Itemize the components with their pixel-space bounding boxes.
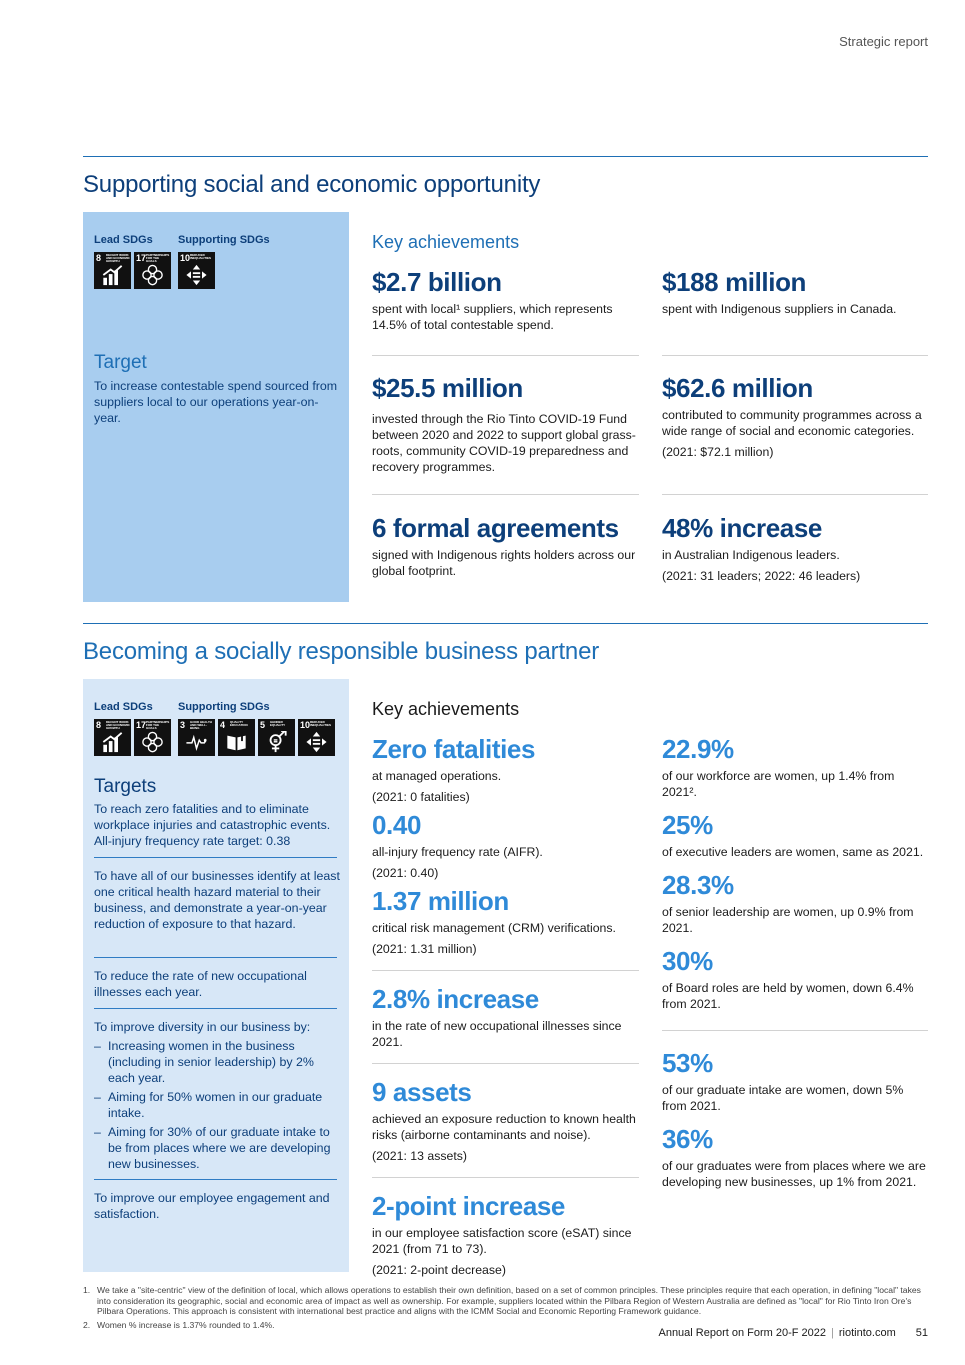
heartbeat-icon [185, 731, 208, 753]
sdg-8-badge: 8 DECENT WORK AND ECONOMIC GROWTH [94, 719, 131, 756]
equality-arrows-icon [305, 731, 328, 753]
diversity-list [94, 1038, 342, 1172]
target-text: To reduce the rate of new occupational illnesses each year. [94, 969, 307, 999]
achievement-card: $188 million spent with Indigenous suppliers in Canada. [662, 267, 897, 316]
achievement-card: 30% of Board roles are held by women, down 6.4% from 2021. [662, 946, 914, 1011]
sdg-3-badge: 3 GOOD HEALTH AND WELL-BEING [178, 719, 215, 756]
divider [94, 857, 337, 858]
achievement-card: 53% of our graduate intake are women, down 5% from 2021. [662, 1048, 904, 1113]
supporting-sdgs-label: Supporting SDGs [178, 701, 270, 713]
divider [94, 1008, 337, 1009]
growth-chart-icon [101, 264, 124, 286]
targets-panel [83, 212, 349, 602]
sdg-17-badge: 17 PARTNERSHIPS FOR THE GOALS [134, 719, 171, 756]
divider [662, 1030, 928, 1031]
page-footer: Annual Report on Form 20-F 2022 | riotinto.com 51 [658, 1327, 928, 1339]
divider [94, 957, 337, 958]
divider [372, 1177, 639, 1178]
divider [372, 355, 639, 356]
list-item: – Increasing women in the business (including in senior leadership) by 2% each year. [94, 1038, 342, 1086]
website-link[interactable]: riotinto.com [838, 1327, 896, 1339]
section-divider [83, 623, 928, 624]
target-text: To have all of our businesses identify at least one critical health hazard material to their business, and demonstrate a year-on-year reduction of exposure to that hazard. [94, 869, 340, 931]
achievement-card: 48% increase in Australian Indigenous leaders. (2021: 31 leaders; 2022: 46 leaders) [662, 513, 861, 583]
sdg-10-badge: 10 REDUCED INEQUALITIES [178, 252, 215, 289]
achievement-card: 2-point increase in our employee satisfaction score (eSAT) since 2021 (from 71 to 73). (2021: 2-point decrease) [372, 1191, 632, 1277]
achievement-card: $2.7 billion spent with local¹ suppliers, which represents 14.5% of total contestable spend. [372, 267, 613, 332]
sdg-8-badge: 8 DECENT WORK AND ECONOMIC GROWTH [94, 252, 131, 289]
sdg-5-badge: 5 GENDER EQUALITY [258, 719, 295, 756]
targets-panel [83, 679, 349, 1272]
supporting-sdgs-label: Supporting SDGs [178, 234, 270, 246]
target-heading: Target [94, 352, 147, 373]
target-text: To reach zero fatalities and to eliminate workplace injuries and catastrophic events. All-injury frequency rate target: 0.38 [94, 802, 331, 848]
section-divider [83, 156, 928, 157]
divider [662, 355, 928, 356]
page-number: 51 [915, 1327, 928, 1339]
key-achievements-heading: Key achievements [372, 232, 520, 252]
achievement-card: 1.37 million critical risk management (CRM) verifications. (2021: 1.31 million) [372, 886, 616, 956]
achievement-card: 25% of executive leaders are women, same as 2021. [662, 810, 924, 859]
sdg-17-badge: 17 PARTNERSHIPS FOR THE GOALS [134, 252, 171, 289]
achievement-card: 36% of our graduates were from places where we are developing new businesses, up 1% from 2021. [662, 1124, 926, 1189]
sdg-4-badge: 4 QUALITY EDUCATION [218, 719, 255, 756]
target-diversity: To improve diversity in our business by: – Increasing women in the business (including in senior leadership) by 2% each year. – Aiming for 50% women in our graduate intake. – Aiming for 30% of our graduate intake to be from places where we are developing new businesses. [94, 1019, 342, 1172]
footnote: 2. Women % increase is 1.37% rounded to 1.4%. [83, 1319, 275, 1330]
target-text: To increase contestable spend sourced from suppliers local to our operations year-on-year. [94, 379, 338, 425]
achievement-card: $62.6 million contributed to community programmes across a wide range of social and economic categories. (2021: $72.1 million) [662, 373, 922, 459]
section-title: Supporting social and economic opportunity [83, 171, 541, 198]
footnotes [83, 1285, 928, 1333]
section-title: Becoming a socially responsible business partner [83, 638, 600, 665]
achievement-card: 22.9% of our workforce are women, up 1.4% from 2021². [662, 734, 895, 799]
report-title: Annual Report on Form 20-F 2022 [658, 1327, 827, 1339]
achievement-card: 2.8% increase in the rate of new occupational illnesses since 2021. [372, 984, 622, 1049]
achievement-card: 28.3% of senior leadership are women, up 0.9% from 2021. [662, 870, 914, 935]
growth-chart-icon [101, 731, 124, 753]
list-item: – Aiming for 30% of our graduate intake to be from places where we are developing new businesses. [94, 1124, 342, 1172]
lead-sdgs-label: Lead SDGs [94, 701, 153, 713]
achievement-card: Zero fatalities at managed operations. (2021: 0 fatalities) [372, 734, 536, 804]
divider [372, 494, 639, 495]
divider [662, 494, 928, 495]
achievement-card: 9 assets achieved an exposure reduction to known health risks (airborne contaminants and noise). (2021: 13 assets) [372, 1077, 636, 1163]
section-header-label: Strategic report [839, 34, 928, 49]
targets-heading: Targets [94, 776, 157, 797]
footnote: 1. We take a "site-centric" view of the definition of local, which allows operations to establish their own definition, based on a set of common principles. These principles require that each operation, in defining "local" takes into consideration its geographic, social and economic area of impact as well as ownership. For example, suppliers located within the Pilbara Region of Western Australia are defined as "local" for Rio Tinto Iron Ore's Pilbara Operations. This approach is consistent with international best practice and aligns with the ICMM Social and Economic Reporting Framework guidance. [83, 1285, 921, 1316]
gender-icon [265, 731, 288, 753]
achievement-card: 0.40 all-injury frequency rate (AIFR). (2021: 0.40) [372, 810, 543, 880]
partnership-flower-icon [141, 264, 164, 286]
divider [372, 970, 639, 971]
lead-sdgs-label: Lead SDGs [94, 234, 153, 246]
divider [94, 1179, 337, 1180]
sdg-10-badge: 10 REDUCED INEQUALITIES [298, 719, 335, 756]
book-icon [225, 731, 248, 753]
key-achievements-heading: Key achievements [372, 699, 520, 719]
divider [372, 1063, 639, 1064]
achievement-card: 6 formal agreements signed with Indigenous rights holders across our global footprint. [372, 513, 636, 578]
list-item: – Aiming for 50% women in our graduate intake. [94, 1089, 342, 1121]
partnership-flower-icon [141, 731, 164, 753]
achievement-card: $25.5 million invested through the Rio Tinto COVID-19 Fund between 2020 and 2022 to support global grass-roots, community COVID-19 preparedness and recovery programmes. [372, 373, 636, 474]
target-text: To improve our employee engagement and satisfaction. [94, 1191, 330, 1221]
equality-arrows-icon [185, 264, 208, 286]
